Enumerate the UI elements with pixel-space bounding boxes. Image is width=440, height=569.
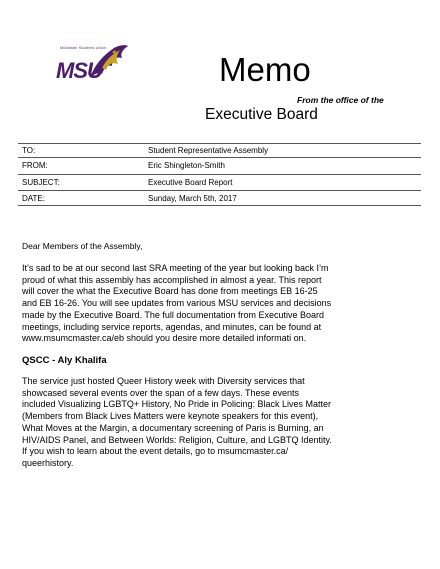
paragraph-line: www.msumcmaster.ca/eb should you desire more detailed informati on.: [22, 333, 307, 344]
salutation: Dear Members of the Assembly,: [22, 241, 143, 251]
paragraph-line: The service just hosted Queer History week with Diversity services that: [22, 376, 305, 386]
logo-tagline: McMaster Students Union: [60, 45, 107, 50]
divider: [18, 190, 421, 191]
to-label: TO:: [22, 146, 36, 155]
memo-title: Memo: [219, 51, 311, 88]
divider: [18, 205, 421, 206]
msu-logo: [50, 42, 135, 94]
intro-paragraph: [22, 263, 402, 345]
subject-label: SUBJECT:: [22, 178, 60, 187]
paragraph-line: (Members from Black Lives Matters were keynote speakers for this event),: [22, 411, 319, 422]
paragraph-line: If you wish to learn about the event details, go to msumcmaster.ca/: [22, 446, 289, 457]
from-office-line: From the office of the: [297, 95, 384, 105]
date-value: Sunday, March 5th, 2017: [148, 194, 237, 203]
paragraph-line: queerhistory.: [22, 457, 74, 468]
paragraph-line: It’s sad to be at our second last SRA meeting of the year but looking back I’m: [22, 263, 329, 273]
paragraph-line: What Moves at the Margin, a documentary screening of Paris is Burning, an: [22, 422, 324, 433]
from-value: Eric Shingleton-Smith: [148, 161, 225, 170]
office-name: Executive Board: [205, 106, 318, 123]
paragraph-line: included Visualizing LGBTQ+ History, No Pride in Policing: Black Lives Matter: [22, 399, 332, 410]
divider: [18, 157, 421, 158]
paragraph-line: and EB 16-26. You will see updates from various MSU services and decisions: [22, 298, 332, 309]
logo-wordmark: MSU: [56, 58, 102, 83]
to-value: Student Representative Assembly: [148, 146, 269, 155]
qscc-paragraph: [22, 376, 402, 470]
date-label: DATE:: [22, 194, 45, 203]
paragraph-line: HIV/AIDS Panel, and Between Worlds: Religion, Culture, and LGBTQ Identity.: [22, 434, 332, 445]
section-heading: QSCC - Aly Khalifa: [22, 355, 107, 366]
paragraph-line: will cover the what the Executive Board has done from meetings EB 16-25: [22, 286, 318, 297]
divider: [18, 143, 421, 144]
paragraph-line: proud of what this assembly has accomplished in almost a year. This report: [22, 274, 322, 285]
subject-value: Executive Board Report: [148, 178, 233, 187]
paragraph-line: showcased several events over the span of a few days. These events: [22, 387, 299, 398]
paragraph-line: meetings, including service reports, agendas, and minutes, can be found at: [22, 321, 322, 332]
paragraph-line: made by the Executive Board. The full documentation from Executive Board: [22, 309, 324, 320]
divider: [18, 174, 421, 175]
from-label: FROM:: [22, 161, 48, 170]
